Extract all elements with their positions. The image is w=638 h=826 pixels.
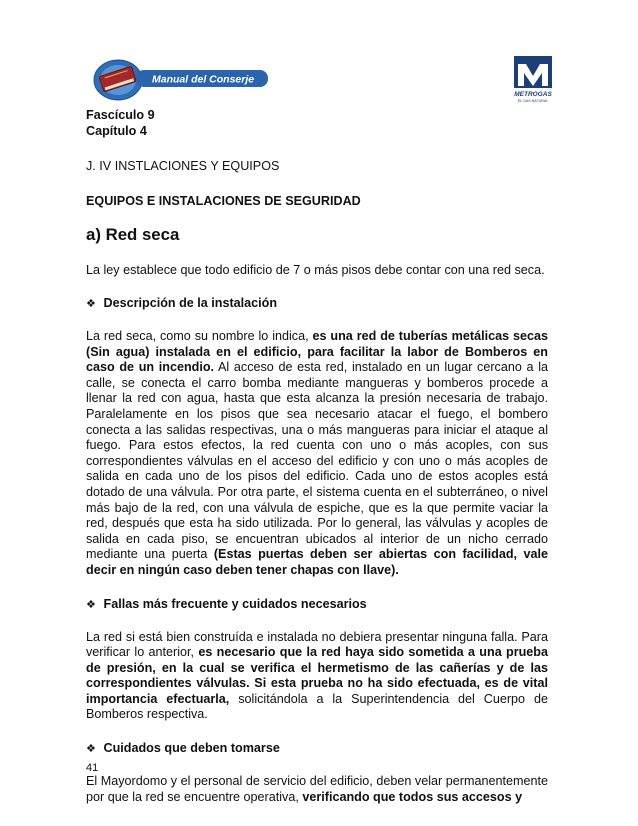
page-number: 41 <box>86 762 99 774</box>
paragraph-cuidados <box>86 774 548 805</box>
intro-paragraph: La ley establece que todo edificio de 7 o más pisos debe contar con una red seca. <box>86 263 545 277</box>
section-title: J. IV INSTLACIONES Y EQUIPOS <box>86 159 280 173</box>
metrogas-brand: METROGAS <box>514 91 552 98</box>
bold-run: (Estas puertas deben ser abiertas con facilidad, vale decir en ningún caso deben tener chapas con llave). <box>86 547 548 577</box>
bullet-label: Fallas más frecuente y cuidados necesarios <box>103 596 367 611</box>
manual-del-conserje-logo <box>92 56 272 102</box>
bullet-label: Descripción de la instalación <box>103 296 278 310</box>
paragraph-fallas <box>86 630 548 724</box>
metrogas-mark-icon <box>510 56 556 104</box>
bullet-heading-descripcion <box>86 295 548 312</box>
diamond-bullet-icon: ❖ <box>86 598 96 611</box>
page-heading: a) Red seca <box>86 225 180 244</box>
section-subtitle: EQUIPOS E INSTALACIONES DE SEGURIDAD <box>86 194 361 208</box>
bold-run: es una red de tuberías metálicas secas (Sin agua) instalada en el edificio, para facilitar la labor de Bomberos en caso de un incendio. <box>86 329 548 375</box>
bold-run: es necesario que la red haya sido sometida a una prueba de presión, en la cual se verifica el hermetismo de las cañerías y de las correspondientes válvulas. Si esta prueba no ha sido efectuada, es de vital importancia efectuarla, <box>86 645 548 706</box>
paragraph-descripcion <box>86 329 548 579</box>
capitulo-label: Capítulo 4 <box>86 124 147 138</box>
logo-title: Manual del Conserje <box>152 73 255 86</box>
document-body <box>86 107 548 805</box>
bold-run: verificando que todos sus accesos y <box>302 789 523 804</box>
bullet-label: Cuidados que deben tomarse <box>103 741 280 756</box>
metrogas-tagline: EL GAS NATURAL <box>517 99 549 103</box>
text-run: La red si está bien construída e instalada no debiera presentar ninguna falla. Para verificar lo anterior, <box>86 629 548 660</box>
fasciculo-label: Fascículo 9 <box>86 108 155 122</box>
text-run: Al acceso de esta red, instalado en un lugar cercano a la calle, se conecta el carro bomba mediante mangueras y bomberos procede a llenar la red con agua, hasta que esta alcanza la presión necesaria de trabajo. Paralelamente en los pisos que sea necesario atacar el fuego, el bombero conecta a las salidas respectivas, una o más mangueras para iniciar el ataque al fuego. Para estos efectos, la red cuenta con uno o más acoples, con sus correspondientes válvulas en el acceso del edificio y con uno o más acoples de salida en cada uno de los pisos del edificio. Cada uno de estos acoples está dotado de una válvula. Por otra parte, el sistema cuenta en el subterráneo, o nivel más bajo de la red, con una válvula de espiche, que es la que permite vaciar la red, después que esta ha sido utilizada. Por lo general, las válvulas y acoples de salida en cada piso, se encuentran ubicados al interior de un nicho cerrado mediante una puerta <box>86 360 548 562</box>
text-run: solicitándola a la Superintendencia del Cuerpo de Bomberos respectiva. <box>86 691 548 722</box>
book-logo-icon <box>92 56 272 102</box>
diamond-bullet-icon: ❖ <box>86 743 96 756</box>
bullet-heading-fallas <box>86 596 548 613</box>
metrogas-logo <box>510 56 556 104</box>
text-run: La red seca, como su nombre lo indica, <box>86 329 313 343</box>
text-run: El Mayordomo y el personal de servicio del edificio, deben velar permanentemente por que la red se encuentre operativa, <box>86 774 548 804</box>
bullet-heading-cuidados <box>86 740 548 757</box>
diamond-bullet-icon: ❖ <box>86 298 96 310</box>
